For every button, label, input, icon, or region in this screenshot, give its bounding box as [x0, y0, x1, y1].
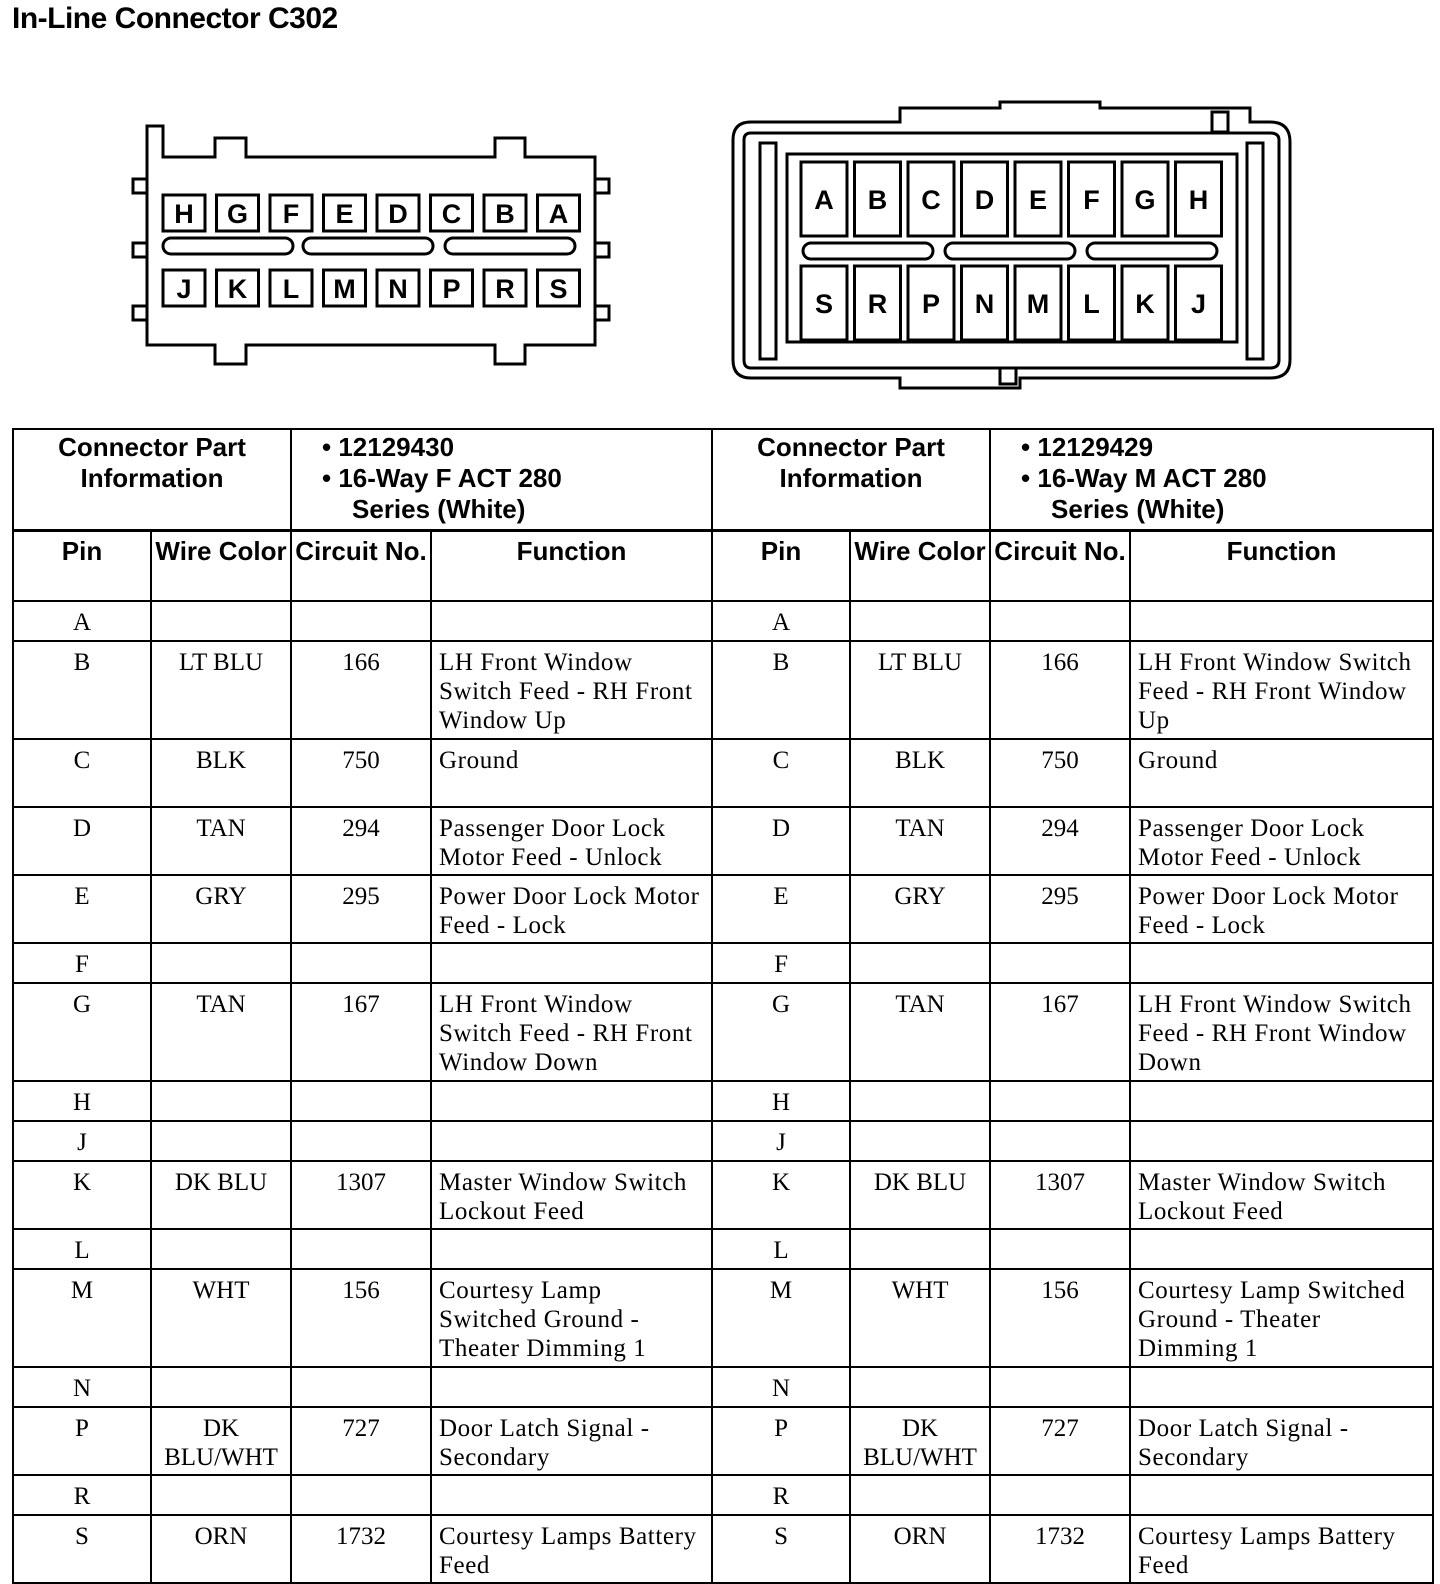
male-pin-label-k: K — [1135, 289, 1155, 319]
left-circuit-cell: 1307 — [291, 1161, 431, 1229]
table-row — [13, 739, 1433, 807]
right-pin-cell: L — [712, 1229, 850, 1269]
left-wire-cell: TAN — [151, 807, 291, 875]
right-circuit-cell: 727 — [990, 1407, 1130, 1475]
right-function-cell: Courtesy Lamps Battery Feed — [1130, 1515, 1433, 1583]
left-wire-cell — [151, 943, 291, 983]
left-circuit-cell — [291, 1475, 431, 1515]
left-wire-cell — [151, 1121, 291, 1161]
right-function-cell — [1130, 1229, 1433, 1269]
left-wire-cell: BLK — [151, 739, 291, 807]
right-function-cell: Door Latch Signal - Secondary — [1130, 1407, 1433, 1475]
right-wire-cell — [850, 1229, 990, 1269]
table-row — [13, 1161, 1433, 1229]
right-circuit-cell — [990, 1475, 1130, 1515]
left-pin-cell: J — [13, 1121, 151, 1161]
right-function-cell: Ground — [1130, 739, 1433, 807]
left-function-cell: Passenger Door Lock Motor Feed - Unlock — [431, 807, 712, 875]
left-pin-cell: A — [13, 601, 151, 641]
left-pin-cell: E — [13, 875, 151, 943]
left-pin-cell: F — [13, 943, 151, 983]
table-row — [13, 1121, 1433, 1161]
left-wire-cell — [151, 601, 291, 641]
right-pin-cell: J — [712, 1121, 850, 1161]
table-row — [13, 1515, 1433, 1583]
pinout-table — [12, 428, 1434, 1584]
right-circuit-header: Circuit No. — [990, 531, 1130, 602]
left-function-cell: Courtesy Lamp Switched Ground - Theater Dimming 1 — [431, 1269, 712, 1367]
left-circuit-cell — [291, 943, 431, 983]
female-pin-label-g: G — [226, 199, 249, 229]
table-row — [13, 641, 1433, 739]
left-circuit-header: Circuit No. — [291, 531, 431, 602]
right-function-cell: Passenger Door Lock Motor Feed - Unlock — [1130, 807, 1433, 875]
right-wire-cell: TAN — [850, 983, 990, 1081]
male-bottom-pin-row — [801, 266, 1222, 340]
left-wire-cell — [151, 1081, 291, 1121]
male-pin-label-b: B — [867, 185, 888, 215]
right-function-cell: Master Window Switch Lockout Feed — [1130, 1161, 1433, 1229]
left-wire-cell — [151, 1367, 291, 1407]
right-pin-cell: R — [712, 1475, 850, 1515]
right-function-cell — [1130, 1081, 1433, 1121]
male-pin-label-r: R — [867, 289, 888, 319]
left-part-number: 12129430 — [338, 432, 455, 462]
right-circuit-cell — [990, 943, 1130, 983]
right-function-header: Function — [1130, 531, 1433, 602]
left-function-cell — [431, 1121, 712, 1161]
left-wire-cell: DK BLU — [151, 1161, 291, 1229]
left-wire-cell: TAN — [151, 983, 291, 1081]
right-circuit-cell: 294 — [990, 807, 1130, 875]
female-pin-label-r: R — [495, 274, 515, 304]
left-pin-cell: N — [13, 1367, 151, 1407]
left-pin-header: Pin — [13, 531, 151, 602]
right-pin-cell: S — [712, 1515, 850, 1583]
left-pin-cell: B — [13, 641, 151, 739]
right-circuit-cell — [990, 1081, 1130, 1121]
connector-info-row — [13, 429, 1433, 531]
table-row — [13, 943, 1433, 983]
right-pin-cell: K — [712, 1161, 850, 1229]
right-wire-cell: TAN — [850, 807, 990, 875]
left-pin-cell: H — [13, 1081, 151, 1121]
female-top-pin-row — [163, 195, 580, 231]
male-pin-label-f: F — [1083, 185, 1100, 215]
left-function-cell: Master Window Switch Lockout Feed — [431, 1161, 712, 1229]
left-circuit-cell — [291, 1229, 431, 1269]
right-part-info: • 12129429 • 16-Way M ACT 280 Series (White) — [990, 429, 1433, 531]
right-description-line2: Series (White) — [1051, 494, 1225, 524]
right-function-cell: Courtesy Lamp Switched Ground - Theater Dimming 1 — [1130, 1269, 1433, 1367]
left-circuit-cell — [291, 1367, 431, 1407]
male-pin-label-p: P — [921, 289, 941, 319]
right-description-line1: 16-Way M ACT 280 — [1037, 463, 1267, 493]
right-pin-cell: H — [712, 1081, 850, 1121]
left-circuit-cell: 167 — [291, 983, 431, 1081]
right-wire-color-header: Wire Color — [850, 531, 990, 602]
right-function-cell — [1130, 1121, 1433, 1161]
left-description-line1: 16-Way F ACT 280 — [338, 463, 562, 493]
column-header-row — [13, 531, 1433, 602]
male-pin-label-g: G — [1134, 185, 1156, 215]
table-row — [13, 983, 1433, 1081]
right-circuit-cell: 156 — [990, 1269, 1130, 1367]
right-pin-cell: M — [712, 1269, 850, 1367]
table-row — [13, 875, 1433, 943]
right-wire-cell — [850, 1475, 990, 1515]
female-pin-label-s: S — [549, 274, 568, 304]
page-title: In-Line Connector C302 — [12, 2, 338, 35]
right-function-cell — [1130, 601, 1433, 641]
table-row — [13, 1229, 1433, 1269]
female-pin-label-f: F — [282, 199, 300, 229]
female-pin-label-m: M — [333, 274, 356, 304]
left-pin-cell: C — [13, 739, 151, 807]
right-wire-cell — [850, 601, 990, 641]
right-pin-cell: B — [712, 641, 850, 739]
female-pin-label-h: H — [174, 199, 194, 229]
male-pin-label-s: S — [814, 289, 834, 319]
female-pin-label-k: K — [227, 274, 248, 304]
left-function-cell: Ground — [431, 739, 712, 807]
right-pin-cell: D — [712, 807, 850, 875]
right-function-cell — [1130, 1367, 1433, 1407]
male-pin-label-c: C — [921, 185, 941, 215]
left-pin-cell: D — [13, 807, 151, 875]
left-function-cell — [431, 1367, 712, 1407]
left-wire-cell — [151, 1229, 291, 1269]
left-pin-cell: P — [13, 1407, 151, 1475]
left-function-cell: LH Front Window Switch Feed - RH Front Window Up — [431, 641, 712, 739]
female-pin-label-b: B — [495, 199, 515, 229]
right-function-cell: LH Front Window Switch Feed - RH Front Window Down — [1130, 983, 1433, 1081]
male-pin-label-n: N — [974, 289, 995, 319]
right-wire-cell — [850, 1121, 990, 1161]
left-circuit-cell — [291, 601, 431, 641]
right-pin-header: Pin — [712, 531, 850, 602]
right-pin-cell: C — [712, 739, 850, 807]
left-wire-cell — [151, 1475, 291, 1515]
male-pin-label-a: A — [814, 185, 834, 215]
connector-diagrams — [0, 0, 1440, 420]
right-wire-cell: GRY — [850, 875, 990, 943]
male-pin-label-h: H — [1188, 185, 1209, 215]
right-circuit-cell — [990, 601, 1130, 641]
right-circuit-cell — [990, 1367, 1130, 1407]
left-wire-cell: WHT — [151, 1269, 291, 1367]
left-pin-cell: S — [13, 1515, 151, 1583]
female-bottom-pin-row — [163, 270, 580, 306]
male-pin-label-d: D — [974, 185, 995, 215]
left-function-cell: Courtesy Lamps Battery Feed — [431, 1515, 712, 1583]
right-wire-cell: ORN — [850, 1515, 990, 1583]
left-function-cell: Power Door Lock Motor Feed - Lock — [431, 875, 712, 943]
female-pin-label-p: P — [442, 274, 461, 304]
table-row — [13, 1269, 1433, 1367]
female-pin-label-d: D — [388, 199, 408, 229]
left-pin-cell: G — [13, 983, 151, 1081]
male-pin-label-j: J — [1190, 289, 1207, 319]
right-wire-cell: WHT — [850, 1269, 990, 1367]
left-wire-cell: LT BLU — [151, 641, 291, 739]
right-circuit-cell: 1732 — [990, 1515, 1130, 1583]
male-pin-label-l: L — [1083, 289, 1100, 319]
male-pin-label-m: M — [1026, 289, 1050, 319]
left-circuit-cell: 294 — [291, 807, 431, 875]
right-wire-cell: DK BLU — [850, 1161, 990, 1229]
left-function-cell — [431, 943, 712, 983]
right-wire-cell — [850, 1081, 990, 1121]
male-connector-face — [733, 102, 1290, 388]
table-row — [13, 807, 1433, 875]
left-circuit-cell — [291, 1081, 431, 1121]
male-pin-label-e: E — [1028, 185, 1048, 215]
left-function-cell — [431, 1229, 712, 1269]
left-function-cell: Door Latch Signal - Secondary — [431, 1407, 712, 1475]
left-wire-cell: DK BLU/WHT — [151, 1407, 291, 1475]
left-circuit-cell: 166 — [291, 641, 431, 739]
left-circuit-cell: 1732 — [291, 1515, 431, 1583]
right-pin-cell: F — [712, 943, 850, 983]
right-info-label: Connector Part Information — [712, 429, 990, 531]
left-part-info: • 12129430 • 16-Way F ACT 280 Series (White) — [291, 429, 712, 531]
right-wire-cell: LT BLU — [850, 641, 990, 739]
left-wire-color-header: Wire Color — [151, 531, 291, 602]
right-pin-cell: P — [712, 1407, 850, 1475]
table-row — [13, 1367, 1433, 1407]
right-circuit-cell: 167 — [990, 983, 1130, 1081]
left-description-line2: Series (White) — [352, 494, 526, 524]
right-pin-cell: E — [712, 875, 850, 943]
right-wire-cell: BLK — [850, 739, 990, 807]
right-pin-cell: A — [712, 601, 850, 641]
table-row — [13, 1407, 1433, 1475]
left-wire-cell: GRY — [151, 875, 291, 943]
right-pin-cell: N — [712, 1367, 850, 1407]
right-wire-cell — [850, 1367, 990, 1407]
right-circuit-cell: 295 — [990, 875, 1130, 943]
right-pin-cell: G — [712, 983, 850, 1081]
left-pin-cell: R — [13, 1475, 151, 1515]
left-function-header: Function — [431, 531, 712, 602]
left-info-label: Connector Part Information — [13, 429, 291, 531]
right-wire-cell — [850, 943, 990, 983]
left-pin-cell: K — [13, 1161, 151, 1229]
table-row — [13, 1475, 1433, 1515]
left-function-cell — [431, 1475, 712, 1515]
right-function-cell: LH Front Window Switch Feed - RH Front Window Up — [1130, 641, 1433, 739]
female-pin-label-e: E — [335, 199, 354, 229]
right-function-cell: Power Door Lock Motor Feed - Lock — [1130, 875, 1433, 943]
right-circuit-cell: 166 — [990, 641, 1130, 739]
right-circuit-cell — [990, 1121, 1130, 1161]
left-function-cell — [431, 601, 712, 641]
female-connector-face — [133, 126, 609, 364]
female-pin-label-j: J — [176, 274, 192, 304]
female-pin-label-a: A — [548, 199, 569, 229]
left-wire-cell: ORN — [151, 1515, 291, 1583]
right-function-cell — [1130, 943, 1433, 983]
female-pin-label-n: N — [388, 274, 408, 304]
female-pin-label-l: L — [282, 274, 300, 304]
left-circuit-cell — [291, 1121, 431, 1161]
right-function-cell — [1130, 1475, 1433, 1515]
table-row — [13, 1081, 1433, 1121]
male-top-pin-row — [801, 162, 1222, 236]
right-part-number: 12129429 — [1037, 432, 1154, 462]
right-circuit-cell: 750 — [990, 739, 1130, 807]
left-circuit-cell: 750 — [291, 739, 431, 807]
left-circuit-cell: 295 — [291, 875, 431, 943]
right-circuit-cell — [990, 1229, 1130, 1269]
left-function-cell: LH Front Window Switch Feed - RH Front Window Down — [431, 983, 712, 1081]
female-pin-label-c: C — [441, 199, 462, 229]
left-pin-cell: L — [13, 1229, 151, 1269]
table-row — [13, 601, 1433, 641]
right-wire-cell: DK BLU/WHT — [850, 1407, 990, 1475]
left-function-cell — [431, 1081, 712, 1121]
left-pin-cell: M — [13, 1269, 151, 1367]
right-circuit-cell: 1307 — [990, 1161, 1130, 1229]
left-circuit-cell: 727 — [291, 1407, 431, 1475]
left-circuit-cell: 156 — [291, 1269, 431, 1367]
